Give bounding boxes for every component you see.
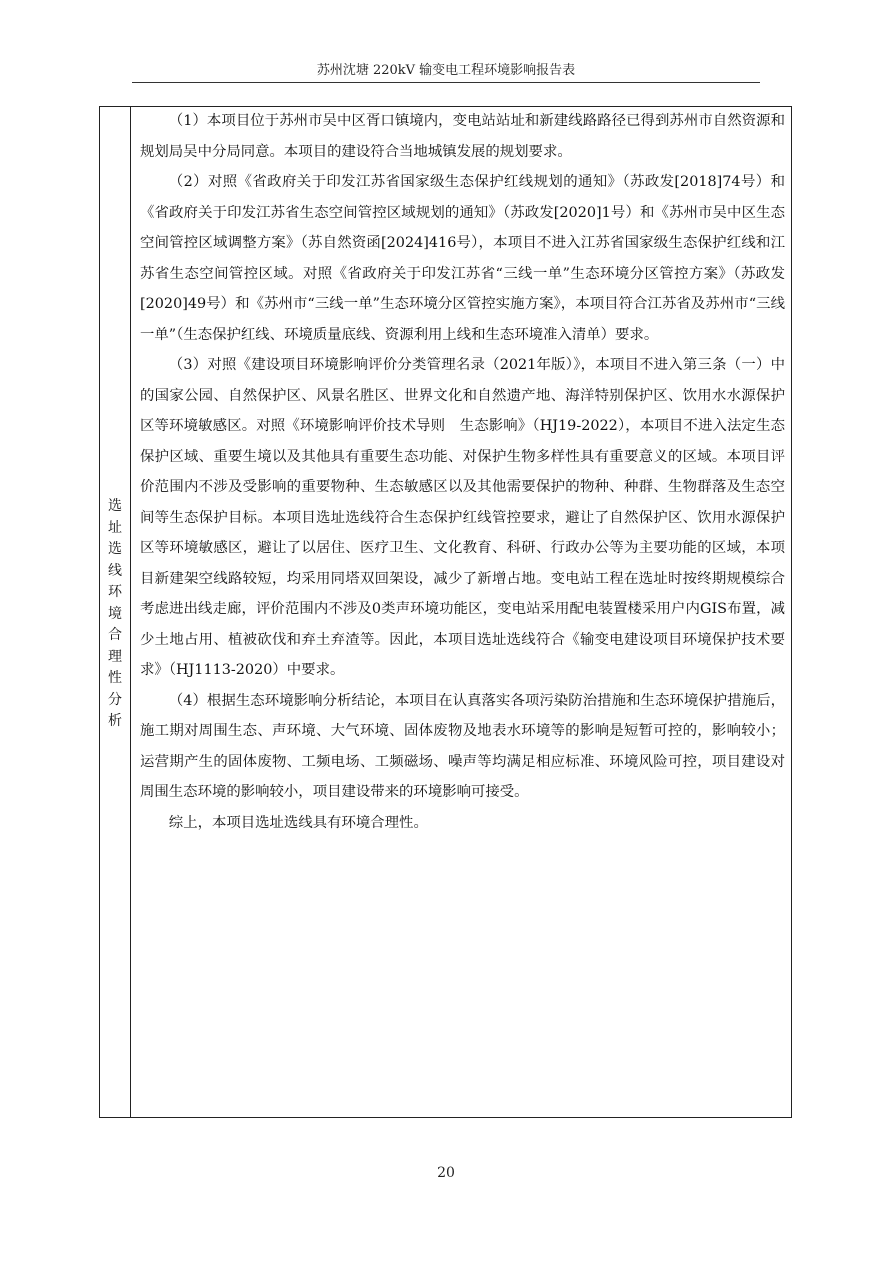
paragraph-5-summary: 综上，本项目选址选线具有环境合理性。 xyxy=(168,814,428,831)
table-content-cell xyxy=(140,106,785,838)
paragraph-4-impact-conclusion: （4）根据生态环境影响分析结论，本项目在认真落实各项污染防治措施和生态环境保护措施后，施工期对周围生态、声环境、大气环境、固体废物及地表水环境等的影响是短暂可控的，影响较小；运营期产生的固体废物、工频电场、工频磁场、噪声等均满足相应标准、环境风险可控，项目建设对周围生态环境的影响较小，项目建设带来的环境影响可接受。 xyxy=(140,692,785,800)
header-divider xyxy=(132,82,760,83)
paragraph-3-sensitive-areas: （3）对照《建设项目环境影响评价分类管理名录（2021年版）》，本项目不进入第三条（一）中的国家公园、自然保护区、风景名胜区、世界文化和自然遗产地、海洋特别保护区、饮用水水源保护区等环境敏感区。对照《环境影响评价技术导则 生态影响》（HJ19-2022），本项目不进入法定生态保护区域、重要生境以及其他具有重要生态功能、对保护生物多样性具有重要意义的区域。本项目评价范围内不涉及受影响的重要物种、生态敏感区以及其他需要保护的物种、种群、生物群落及生态空间等生态保护目标。本项目选址选线符合生态保护红线管控要求，避让了自然保护区、饮用水源保护区等环境敏感区，避让了以居住、医疗卫生、文化教育、科研、行政办公等为主要功能的区域，本项目新建架空线路较短，均采用同塔双回架设，减少了新增占地。变电站工程在选址时按终期规模综合考虑进出线走廊，评价范围内不涉及0类声环境功能区，变电站采用配电装置楼采用户内GIS布置，减少土地占用、植被砍伐和弃土弃渣等。因此，本项目选址选线符合《输变电建设项目环境保护技术要求》（HJ1113-2020）中要求。 xyxy=(140,357,785,678)
page-number: 20 xyxy=(437,1165,455,1181)
row-label-site-selection-analysis: 选址选线环境合理性分析 xyxy=(108,498,122,729)
paragraph-1-location: （1）本项目位于苏州市吴中区胥口镇境内，变电站站址和新建线路路径已得到苏州市自然资源和规划局吴中分局同意。本项目的建设符合当地城镇发展的规划要求。 xyxy=(140,113,785,160)
table-column-divider xyxy=(130,106,131,1118)
paragraph-2-ecological-redline: （2）对照《省政府关于印发江苏省国家级生态保护红线规划的通知》（苏政发[2018]74号）和《省政府关于印发江苏省生态空间管控区域规划的通知》（苏政发[2020]1号）和《苏州市吴中区生态空间管控区域调整方案》（苏自然资函[2024]416号），本项目不进入江苏省国家级生态保护红线和江苏省生态空间管控区域。对照《省政府关于印发江苏省“三线一单”生态环境分区管控方案》（苏政发[2020]49号）和《苏州市“三线一单”生态环境分区管控实施方案》，本项目符合江苏省及苏州市“三线一单”（生态保护红线、环境质量底线、资源利用上线和生态环境准入清单）要求。 xyxy=(140,174,785,343)
report-header-title: 苏州沈塘 220kV 输变电工程环境影响报告表 xyxy=(316,63,576,78)
